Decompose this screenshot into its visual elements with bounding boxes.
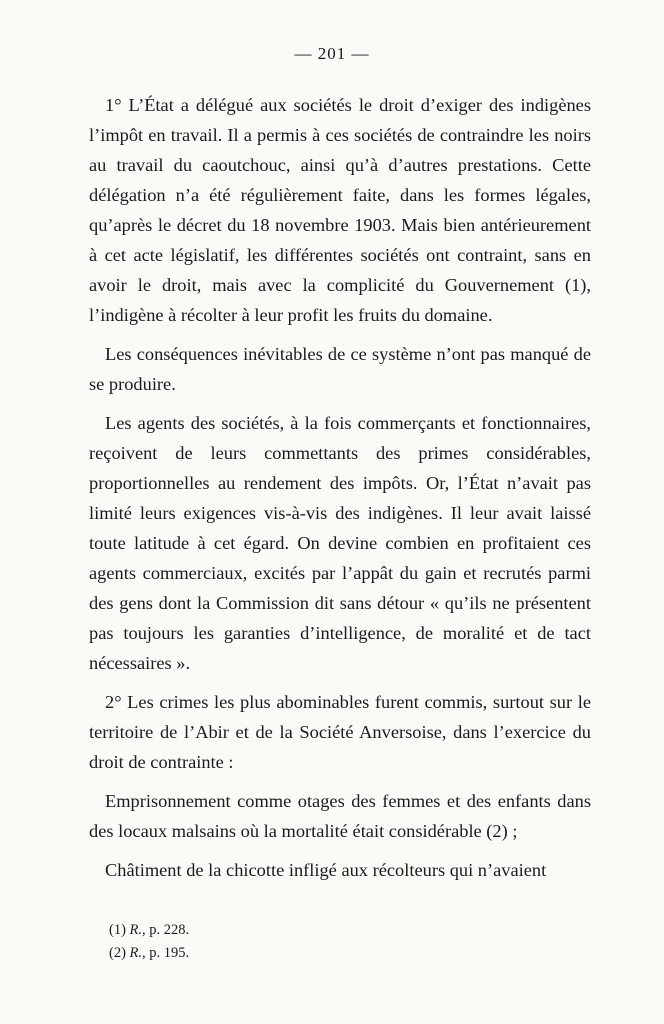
footnote-2-rest: , p. 195. [142,945,190,961]
footnote-2-mark: (2) [109,945,126,961]
footnote-1-mark: (1) [109,922,126,938]
page-number: — 201 — [294,44,370,63]
paragraph-1: 1° L’État a délégué aux sociétés le droit d’exiger des indigènes l’impôt en travail. Il a permis à ces sociétés de contraindre les noirs au travail du caoutchouc, ainsi qu’à d’autres prestations. Cette délégation n’a été régulièrement faite, dans les formes légales, qu’après le décret du 18 novembre 1903. Mais bien antérieurement à cet acte législatif, les différentes sociétés ont contraint, sans en avoir le droit, mais avec la complicité du Gouvernement (1), l’indigène à récolter à leur profit les fruits du domaine. [89,95,591,325]
footnote-2 [109,942,189,965]
paragraph-3: Les agents des sociétés, à la fois commerçants et fonctionnaires, reçoivent de leurs commettants des primes considérables, proportionnelles au rendement des impôts. Or, l’État n’avait pas limité leurs exigences vis-à-vis des indigènes. Il leur avait laissé toute latitude à cet égard. On devine combien en profitaient ces agents commerciaux, excités par l’appât du gain et recrutés parmi des gens dont la Commission dit sans détour « qu’ils ne présentent pas toujours les garanties d’intelligence, de moralité et de tact nécessaires ». [89,413,591,673]
footnote-1-ref: R. [129,922,143,938]
footnotes [109,919,189,965]
paragraph-2: Les conséquences inévitables de ce système n’ont pas manqué de se produire. [89,344,591,394]
body-text [89,90,591,894]
footnote-1-rest: , p. 228. [142,922,190,938]
paragraph-6: Châtiment de la chicotte infligé aux récolteurs qui n’avaient [105,860,547,880]
paragraph-4: 2° Les crimes les plus abominables furent commis, surtout sur le territoire de l’Abir et de la Société Anversoise, dans l’exercice du droit de contrainte : [89,692,591,772]
footnote-1 [109,919,189,942]
footnote-2-ref: R. [129,945,143,961]
paragraph-5: Emprisonnement comme otages des femmes et des enfants dans des locaux malsains où la mortalité était considérable (2) ; [89,791,591,841]
